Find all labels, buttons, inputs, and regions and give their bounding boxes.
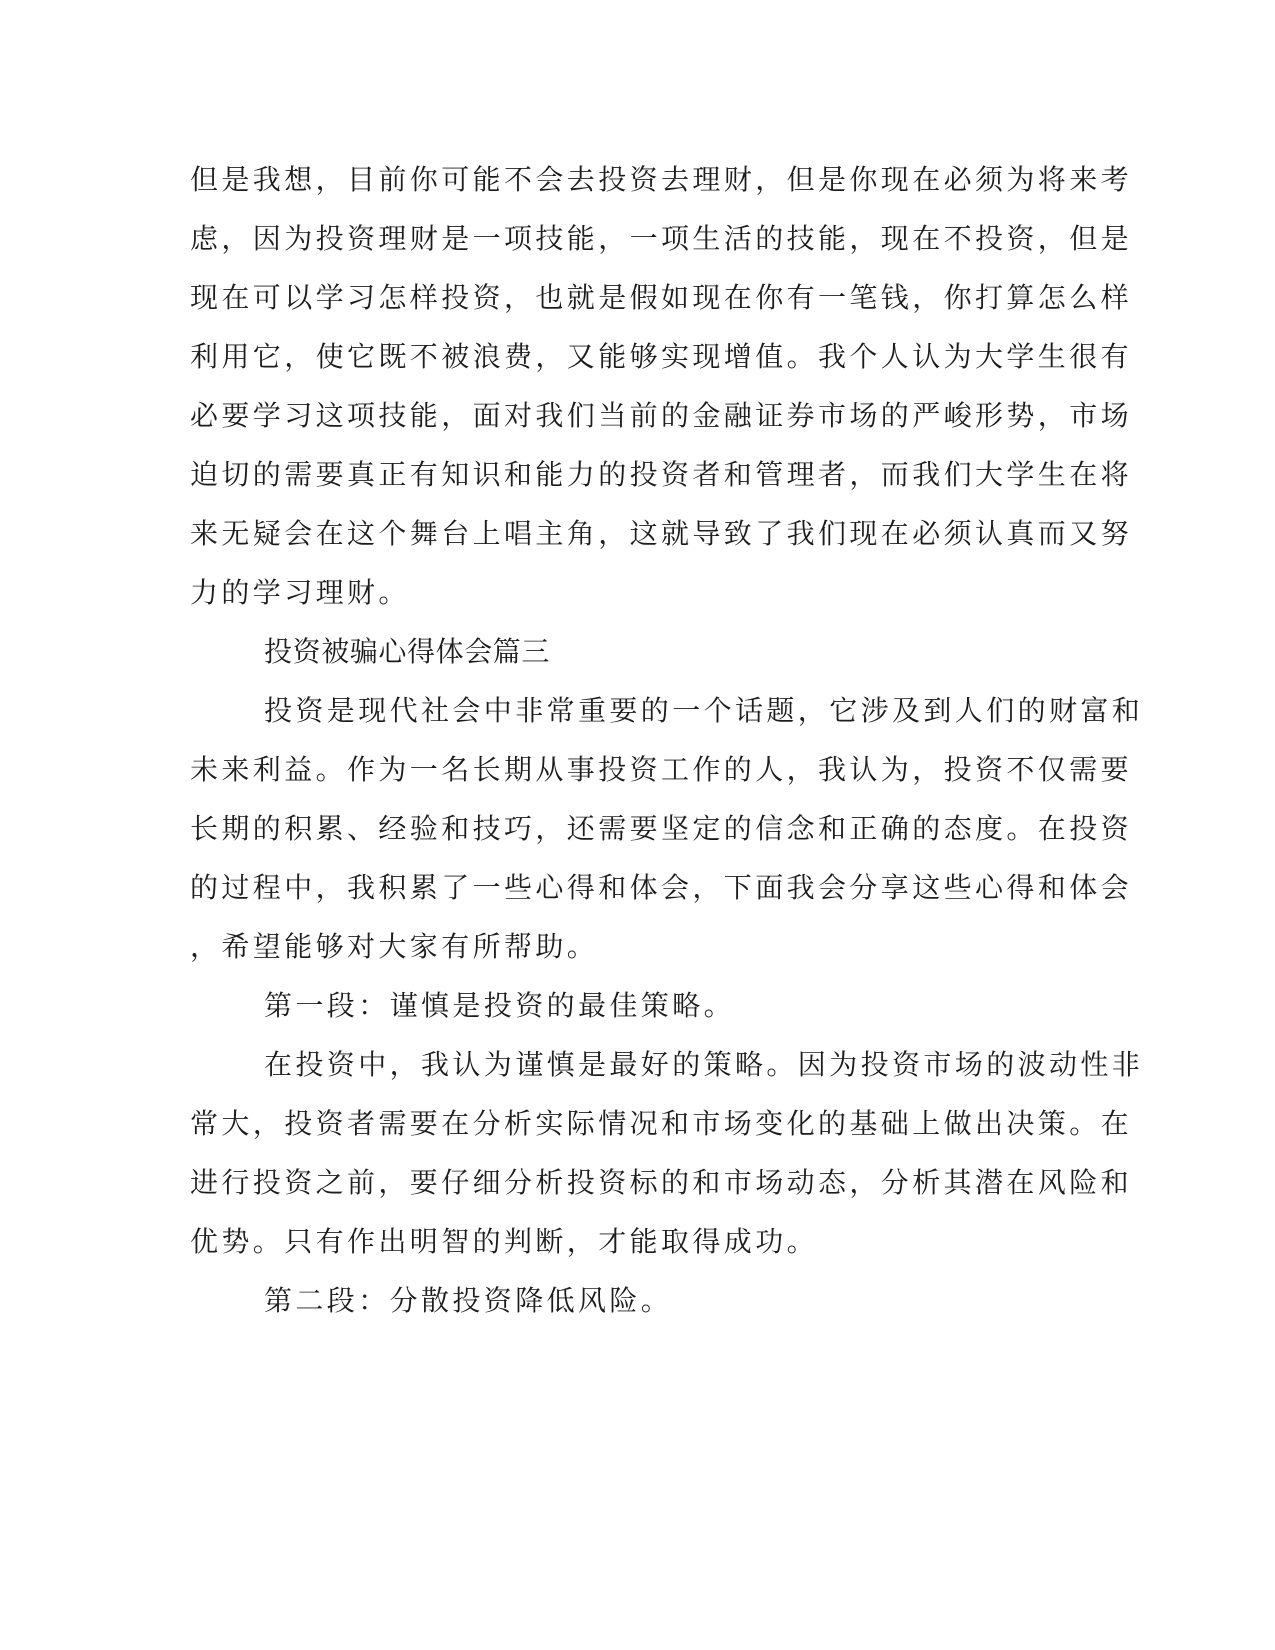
body-text-line: 力的学习理财。 [190, 576, 410, 609]
body-text-line: 优势。只有作出明智的判断，才能取得成功。 [190, 1225, 819, 1258]
body-text-line: 虑，因为投资理财是一项技能，一项生活的技能，现在不投资，但是 [190, 222, 1133, 255]
body-text-line: 的过程中，我积累了一些心得和体会，下面我会分享这些心得和体会 [190, 871, 1133, 904]
body-text-line: 未来利益。作为一名长期从事投资工作的人，我认为，投资不仅需要 [190, 753, 1133, 786]
body-text-line: 迫切的需要真正有知识和能力的投资者和管理者，而我们大学生在将 [190, 458, 1133, 491]
body-text-line: 进行投资之前，要仔细分析投资标的和市场动态，分析其潜在风险和 [190, 1166, 1133, 1199]
body-text-line: 来无疑会在这个舞台上唱主角，这就导致了我们现在必须认真而又努 [190, 517, 1133, 550]
body-text-line: 但是我想，目前你可能不会去投资去理财，但是你现在必须为将来考 [190, 163, 1133, 196]
body-text-line: 常大，投资者需要在分析实际情况和市场变化的基础上做出决策。在 [190, 1107, 1133, 1140]
body-text-line: ，希望能够对大家有所帮助。 [190, 930, 599, 963]
body-text-line: 投资是现代社会中非常重要的一个话题，它涉及到人们的财富和 [264, 694, 1144, 727]
body-text-line: 长期的积累、经验和技巧，还需要坚定的信念和正确的态度。在投资 [190, 812, 1133, 845]
section-heading: 投资被骗心得体会篇三 [264, 635, 551, 668]
paragraph-subheading: 第二段：分散投资降低风险。 [264, 1284, 673, 1317]
body-text-line: 必要学习这项技能，面对我们当前的金融证券市场的严峻形势，市场 [190, 399, 1133, 432]
body-text-line: 利用它，使它既不被浪费，又能够实现增值。我个人认为大学生很有 [190, 340, 1133, 373]
body-text-line: 在投资中，我认为谨慎是最好的策略。因为投资市场的波动性非 [264, 1048, 1144, 1081]
paragraph-subheading: 第一段：谨慎是投资的最佳策略。 [264, 989, 736, 1022]
body-text-line: 现在可以学习怎样投资，也就是假如现在你有一笔钱，你打算怎么样 [190, 281, 1133, 314]
